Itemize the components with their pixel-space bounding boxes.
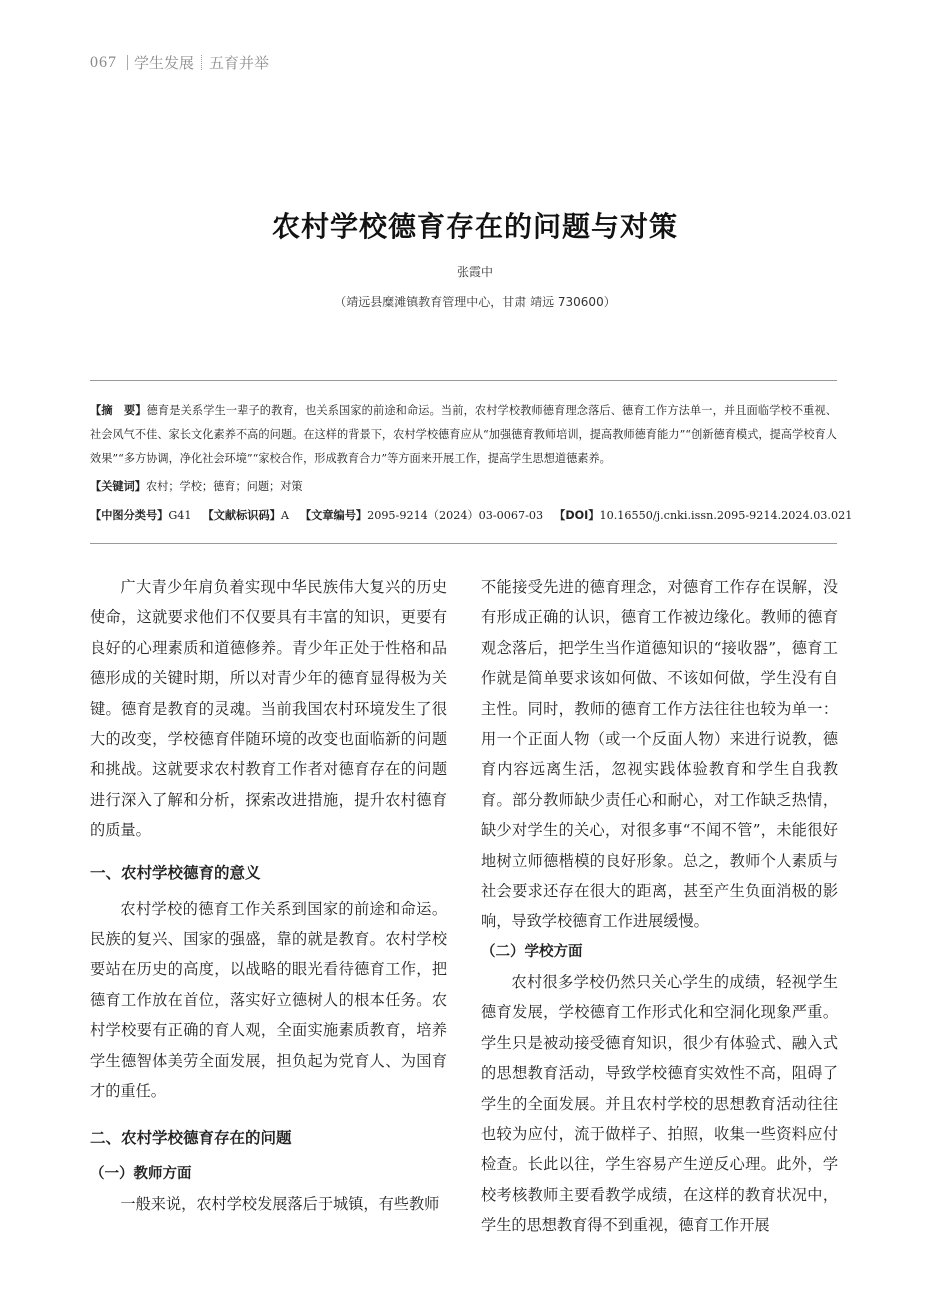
sub2-heading: （二）学校方面 — [481, 943, 583, 960]
article-no-value: 2095-9214（2024）03-0067-03 — [367, 509, 544, 522]
clc-label: 【中图分类号】 — [90, 509, 169, 522]
header-divider — [127, 55, 128, 70]
doc-code-label: 【文献标识码】 — [202, 509, 281, 522]
doi-value: 10.16550/j.cnki.issn.2095-9214.2024.03.021 — [599, 509, 853, 522]
doi-label: 【DOI】 — [554, 509, 600, 522]
section2-heading: 二、农村学校德育存在的问题 — [90, 1128, 292, 1147]
bottom-rule — [90, 543, 837, 544]
keywords-text: 农村；学校；德育；问题；对策 — [145, 480, 303, 493]
page-number: 067 — [90, 53, 117, 71]
keywords-label: 【关键词】 — [90, 480, 146, 493]
header-subsection: 五育并举 — [209, 54, 270, 72]
article-no-label: 【文章编号】 — [299, 509, 368, 522]
right-column — [481, 572, 838, 1241]
doc-code-value: A — [280, 509, 289, 522]
sub1-paragraph-continued: 不能接受先进的德育理念，对德育工作存在误解，没有形成正确的认识，德育工作被边缘化。教师的德育观念落后，把学生当作道德知识的“接收器”，德育工作就是简单要求该如何做、不该如何做，学生没有自主性。同时，教师的德育工作方法往往也较为单一：用一个正面人物（或一个反面人物）来进行说教，德育内容远离生活，忽视实践体验教育和学生自我教育。部分教师缺少责任心和耐心，对工作缺乏热情，缺少对学生的关心，对很多事“不闻不管”，未能很好地树立师德楷模的良好形象。总之，教师个人素质与社会要求还存在很大的距离，甚至产生负面消极的影响，导致学校德育工作进展缓慢。 — [481, 578, 838, 931]
abstract — [90, 399, 837, 471]
sub1-paragraph-start: 一般来说，农村学校发展落后于城镇，有些教师 — [120, 1194, 440, 1213]
abstract-label: 【摘 要】 — [90, 404, 147, 417]
article-affiliation: （靖远县糜滩镇教育管理中心，甘肃 靖远 730600） — [334, 295, 616, 309]
keywords — [90, 478, 837, 494]
header-dotted-divider — [201, 55, 202, 70]
header-section: 学生发展 — [134, 54, 195, 72]
left-column — [90, 572, 447, 1219]
section1-heading: 一、农村学校德育的意义 — [90, 863, 261, 882]
clc-value: G41 — [168, 509, 192, 522]
abstract-text: 德育是关系学生一辈子的教育，也关系国家的前途和命运。当前，农村学校教师德育理念落后、德育工作方法单一，并且面临学校不重视、社会风气不佳、家长文化素养不高的问题。在这样的背景下，农村学校德育应从“加强德育教师培训，提高教师德育能力”“创新德育模式，提高学校育人效果”“多方协调，净化社会环境”“家校合作，形成教育合力”等方面来开展工作，提高学生思想道德素养。 — [90, 404, 837, 465]
intro-paragraph: 广大青少年肩负着实现中华民族伟大复兴的历史使命，这就要求他们不仅要具有丰富的知识，更要有良好的心理素质和道德修养。青少年正处于性格和品德形成的关键时期，所以对青少年的德育显得极为关键。德育是教育的灵魂。当前我国农村环境发生了很大的改变，学校德育伴随环境的改变也面临新的问题和挑战。这就要求农村教育工作者对德育存在的问题进行深入了解和分析，探索改进措施，提升农村德育的质量。 — [90, 578, 447, 840]
classification-line — [90, 507, 853, 523]
section1-paragraph: 农村学校的德育工作关系到国家的前途和命运。民族的复兴、国家的强盛，靠的就是教育。农村学校要站在历史的高度，以战略的眼光看待德育工作，把德育工作放在首位，落实好立德树人的根本任务。农村学校要有正确的育人观，全面实施素质教育，培养学生德智体美劳全面发展，担负起为党育人、为国育才的重任。 — [90, 899, 447, 1101]
top-rule — [90, 380, 837, 381]
article-title: 农村学校德育存在的问题与对策 — [271, 210, 678, 243]
running-header — [90, 52, 269, 73]
article-author: 张霞中 — [456, 265, 493, 279]
sub2-paragraph: 农村很多学校仍然只关心学生的成绩，轻视学生德育发展，学校德育工作形式化和空洞化现象严重。学生只是被动接受德育知识，很少有体验式、融入式的思想教育活动，导致学校德育实效性不高，阻碍了学生的全面发展。并且农村学校的思想教育活动往往也较为应付，流于做样子、拍照，收集一些资料应付检查。长此以往，学生容易产生逆反心理。此外，学校考核教师主要看教学成绩，在这样的教育状况中，学生的思想教育得不到重视，德育工作开展 — [481, 972, 838, 1235]
sub1-heading: （一）教师方面 — [90, 1165, 192, 1182]
